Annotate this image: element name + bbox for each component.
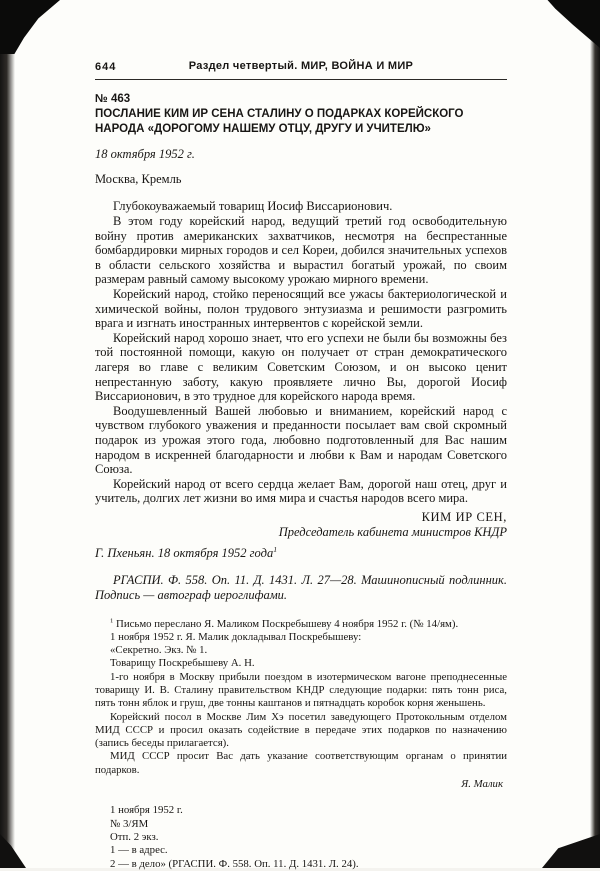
footnote-tail-block xyxy=(95,804,507,870)
footnote-tail-number: № 3/ЯМ xyxy=(110,817,149,830)
scan-artifact-bottom-left xyxy=(0,834,26,868)
scan-artifact-top-left xyxy=(0,0,60,54)
footnotes-section xyxy=(95,618,507,871)
footnote-line-1-text: Письмо переслано Я. Маликом Поскребышеву 4 ноября 1952 г. (№ 14/ям). xyxy=(116,617,459,630)
document-number: № 463 xyxy=(95,93,131,105)
paragraph-4: Воодушевленный Вашей любовью и вниманием, корейский народ с чувством глубокого уважения и преданности посылает вам свой скромный подарок из урожая этого года, любовно подготовленный для Вас нашим народом в искренней благодарности и любви к Вам и народам Советского Союза. xyxy=(95,403,507,477)
page-content xyxy=(95,60,507,871)
signature-block xyxy=(95,510,507,540)
dateline-text: Г. Пхеньян. 18 октября 1952 года xyxy=(95,545,274,560)
footnote-tail-copy-1: 1 — в адрес. xyxy=(110,844,168,857)
footnote-line-3: «Секретно. Экз. № 1. xyxy=(110,644,208,657)
paragraph-5: Корейский народ от всего сердца желает Вам, дорогой наш отец, друг и учитель, долгих лет жизни во имя мира и счастья народов всего мира. xyxy=(95,476,507,506)
footnote-paragraph-3: МИД СССР просит Вас дать указание соответствующим органам о принятии подарков. xyxy=(95,750,507,776)
scan-artifact-top-right xyxy=(536,0,600,48)
salutation: Глубокоуважаемый товарищ Иосиф Виссарионович. xyxy=(113,199,393,214)
footnote-mark: 1 xyxy=(110,616,114,624)
scan-artifact-right-edge xyxy=(590,0,600,868)
page-number: 644 xyxy=(95,61,117,73)
signature-title: Председатель кабинета министров КНДР xyxy=(278,524,507,539)
header-rule xyxy=(95,79,507,80)
footnote-line-4: Товарищу Поскребышеву А. Н. xyxy=(110,657,255,670)
page-header xyxy=(95,60,507,75)
scan-artifact-bottom-right xyxy=(542,834,600,868)
footnote-signature: Я. Малик xyxy=(461,778,503,791)
footnote-line-2: 1 ноября 1952 г. Я. Малик докладывал Поскребышеву: xyxy=(110,630,362,643)
footnote-paragraph-1: 1-го ноября в Москву прибыли поездом в изотермическом вагоне преподнесенные товарищу И. В. Сталину правительством КНДР следующие подарки: пять тонн риса, пять тонн яблок и груш, две тонны каштанов и пятнадцать коробок корня женьшень. xyxy=(95,670,507,710)
footnote-tail-copies: Отп. 2 экз. xyxy=(110,830,159,843)
paragraph-2: Корейский народ, стойко переносящий все ужасы бактериологической и химической войны, полон трудового энтузиазма и решимости разгромить врага и изгнать иностранных интервентов с корейской земли. xyxy=(95,287,507,331)
footnote-paragraph-2: Корейский посол в Москве Лим Хэ посетил заведующего Протокольным отделом МИД СССР и просил оказать содействие в передаче этих подарков по назначению (запись беседы прилагается). xyxy=(95,710,507,750)
signature-name: КИМ ИР СЕН, xyxy=(421,509,507,524)
document-place: Москва, Кремль xyxy=(95,172,182,187)
footnote-tail-date: 1 ноября 1952 г. xyxy=(110,804,183,817)
footnote-reference-mark: 1 xyxy=(273,544,278,554)
paragraph-1: В этом году корейский народ, ведущий третий год освободительную войну против американских захватчиков, несмотря на беспрестанные бомбардировки мирных городов и сел Кореи, добился значительных успехов в области сельского хозяйства и вырастил богатый урожай, по своим размерам равный самому высокому урожаю мирного времени. xyxy=(95,214,507,287)
footnote-line-1 xyxy=(95,618,507,631)
document-date: 18 октября 1952 г. xyxy=(95,147,195,162)
document-title: ПОСЛАНИЕ КИМ ИР СЕНА СТАЛИНУ О ПОДАРКАХ КОРЕЙСКОГО НАРОДА «ДОРОГОМУ НАШЕМУ ОТЦУ, ДРУГУ И УЧИТЕЛЮ» xyxy=(95,108,464,135)
paragraph-3: Корейский народ хорошо знает, что его успехи не были бы возможны без той постоянной помощи, какую он получает от стран демократического лагеря во главе с великим Советским Союзом, и он высоко ценит непрестанную заботу, какую проявляете лично Вы, дорогой Иосиф Виссарионович, в это трудное для корейского народа время. xyxy=(95,330,507,404)
dateline xyxy=(95,546,507,561)
footnote-tail-copy-2: 2 — в дело» (РГАСПИ. Ф. 558. Оп. 11. Д. 1431. Л. 24). xyxy=(110,857,359,870)
running-head: Раздел четвертый. МИР, ВОЙНА И МИР xyxy=(188,60,414,72)
archive-reference: РГАСПИ. Ф. 558. Оп. 11. Д. 1431. Л. 27—28. Машинописный подлинник. Подпись — автограф иероглифами. xyxy=(95,572,507,602)
scan-artifact-left-edge xyxy=(0,0,15,868)
